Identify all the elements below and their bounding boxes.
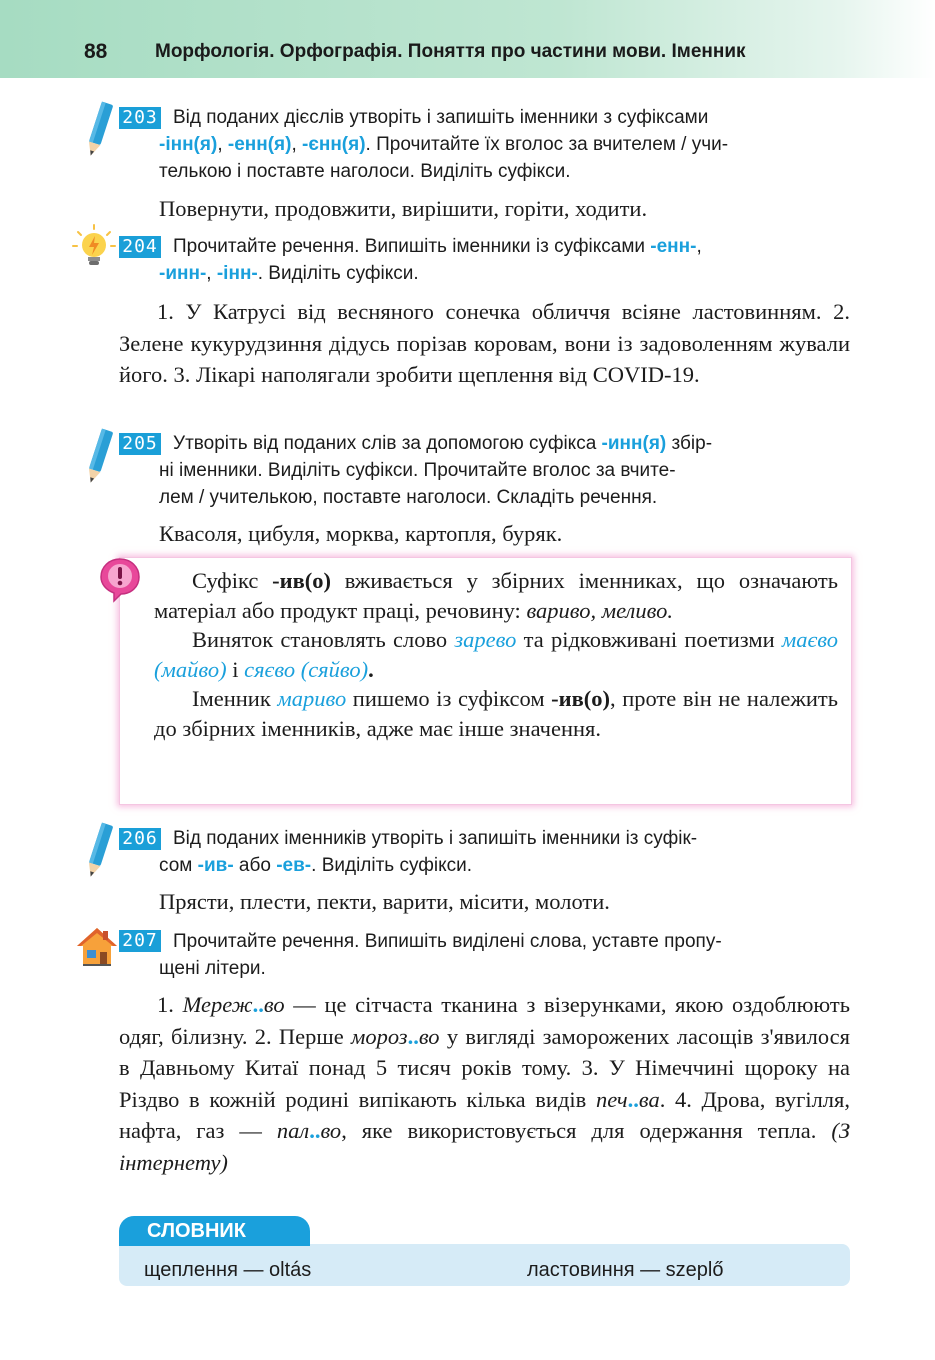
pencil-icon xyxy=(82,821,116,886)
dictionary-entry: щеплення — oltás xyxy=(144,1259,312,1281)
pencil-icon xyxy=(82,100,116,165)
exercise-number: 203 xyxy=(119,107,161,129)
exercise-instruction: Прочитайте речення. Випишіть іменники із суфіксами -енн-, -инн-, -інн-. Виділіть суфікси. xyxy=(159,236,702,284)
exclamation-icon xyxy=(98,557,142,608)
exercise-instruction: Прочитайте речення. Випишіть виділені слова, уставте пропу- щені літери. xyxy=(159,931,722,979)
lightbulb-icon xyxy=(72,224,116,275)
exercise-text: 1. У Катрусі від весняного сонечка обличчя всіяне ластовинням. 2. Зелене кукурудзиння дідусь порізав коровам, вони із задоволенням жували його. 3. Лікарі наполягали зробити щеплення від COVID-19. xyxy=(119,299,850,387)
page-header xyxy=(0,0,935,78)
exercise-number: 204 xyxy=(119,236,161,258)
word-list: Повернути, продовжити, вирішити, горіти, ходити. xyxy=(159,196,648,221)
page-number: 88 xyxy=(84,40,108,63)
word-list: Прясти, плести, пекти, варити, місити, молоти. xyxy=(159,889,610,914)
rule-text: Суфікс -ив(о) вживається у збірних іменниках, що означають матеріал або продукт праці, речовину: вариво, меливо. Виняток становлять слово зарево та рідковживані поетизми маєво (майво) і сяєво (сяйво). Іменник мариво пишемо із суфіксом -ив(о), проте він не належить до збірних іменників, адже має інше значення. xyxy=(154,568,839,741)
house-icon xyxy=(75,925,119,974)
exercise-number: 206 xyxy=(119,828,161,850)
exercise-number: 207 xyxy=(119,930,161,952)
exercise-instruction: Утворіть від поданих слів за допомогою суфікса -инн(я) збір- ні іменники. Виділіть суфікси. Прочитайте вголос за вчите- лем / учителькою, поставте наголоси. Складіть речення. xyxy=(159,433,713,508)
rule-box xyxy=(119,557,852,805)
running-title: Морфологія. Орфографія. Поняття про частини мови. Іменник xyxy=(155,41,746,62)
word-list: Квасоля, цибуля, морква, картопля, буряк. xyxy=(159,521,563,546)
exercise-number: 205 xyxy=(119,433,161,455)
dictionary-title: СЛОВНИК xyxy=(119,1216,310,1246)
dictionary-entry: ластовиння — szeplő xyxy=(527,1259,724,1281)
exercise-text: 1. Мереж..во — це сітчаста тканина з візерунками, якою оздоблюють одяг, білизну. 2. Перше мороз..во у вигляді заморожених ласощів з'явилося в Давньому Китаї понад 5 тисяч років тому. 3. У Німеччині щороку на Різдво в кожній родині випікають кілька видів печ..ва. 4. Дрова, вугілля, нафта, газ — пал..во, яке використовується для одержання тепла. (З інтернету) xyxy=(119,992,851,1175)
exercise-instruction: Від поданих дієслів утворіть і запишіть іменники з суфіксами -інн(я), -енн(я), -єнн(я). Прочитайте їх вголос за вчителем / учи- телькою і поставте наголоси. Виділіть суфікси. xyxy=(159,107,729,182)
pencil-icon xyxy=(82,427,116,492)
exercise-instruction: Від поданих іменників утворіть і запишіть іменники із суфік- сом -ив- або -ев-. Виділіть суфікси. xyxy=(159,828,698,876)
